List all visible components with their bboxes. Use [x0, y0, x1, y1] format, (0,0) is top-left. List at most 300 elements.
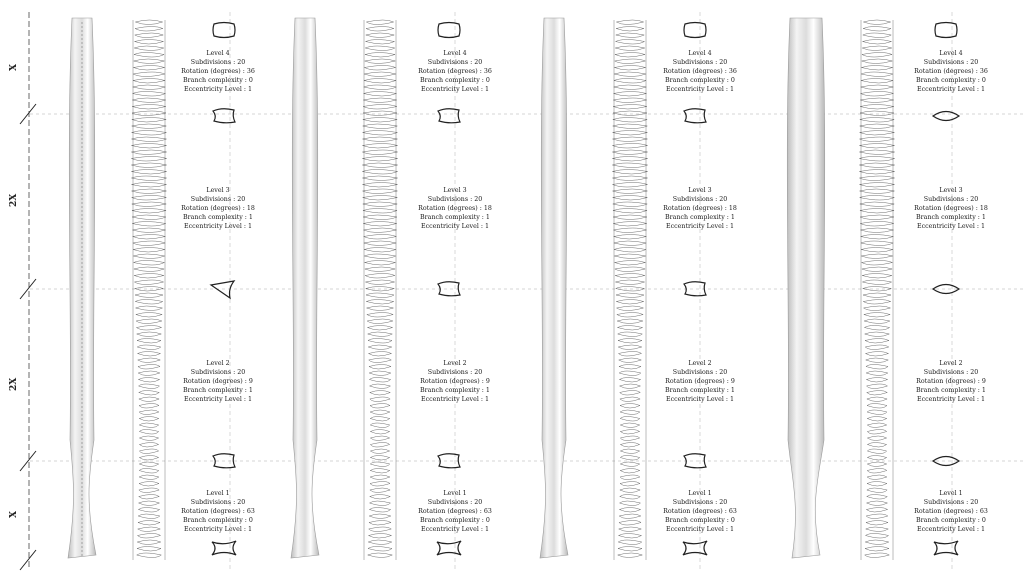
mesh-ring: [369, 527, 391, 532]
mesh-ring: [615, 59, 646, 64]
mesh-ring: [860, 202, 894, 207]
mesh-ring: [362, 157, 397, 162]
mesh-ring: [138, 521, 160, 526]
mesh-ring: [370, 404, 390, 409]
mesh-ring: [370, 501, 391, 506]
mesh-ring: [867, 456, 886, 461]
mesh-ring: [620, 456, 639, 461]
mesh-ring: [613, 215, 647, 220]
mesh-ring: [366, 40, 395, 45]
mesh-ring: [368, 332, 393, 337]
four-point-star-profile-icon: [212, 541, 236, 555]
mesh-ring: [133, 92, 166, 97]
mesh-ring: [612, 176, 647, 181]
mesh-ring: [365, 46, 394, 51]
mesh-ring: [860, 118, 894, 123]
mesh-ring: [133, 79, 165, 84]
twisted-column-surface: [540, 18, 568, 558]
mesh-ring: [133, 248, 165, 253]
mesh-ring: [620, 410, 640, 415]
wireframe-mesh: [859, 20, 894, 560]
mesh-ring: [616, 40, 645, 45]
mesh-ring: [613, 124, 648, 129]
five-point-star-profile-icon: [437, 541, 461, 555]
mesh-ring: [363, 105, 397, 110]
mesh-ring: [131, 163, 166, 168]
mesh-ring: [370, 430, 389, 435]
mesh-ring: [139, 469, 159, 474]
mesh-ring: [860, 124, 895, 129]
mesh-ring: [137, 345, 160, 350]
mesh-ring: [860, 209, 894, 214]
mesh-ring: [132, 209, 166, 214]
rounded-square-profile-icon: [684, 23, 706, 38]
mesh-ring: [135, 20, 162, 25]
mesh-ring: [362, 176, 397, 181]
mesh-ring: [367, 313, 393, 318]
mesh-ring: [861, 248, 893, 253]
blob-profile-icon: [683, 541, 707, 555]
mesh-ring: [859, 150, 894, 155]
mesh-ring: [614, 79, 646, 84]
mesh-ring: [862, 261, 893, 266]
level-title: Level 4: [939, 50, 963, 57]
mesh-ring: [614, 72, 646, 77]
mesh-ring: [618, 339, 642, 344]
mesh-ring: [859, 157, 894, 162]
level-title: Level 2: [206, 360, 230, 367]
level-info-c3-l2: Level 2 Subdivisions : 20 Rotation (degrees) : 9 Branch complexity : 1 Eccentricity Level : 1: [645, 359, 755, 404]
mesh-ring: [132, 202, 166, 207]
level-info-c4-l2: Level 2 Subdivisions : 20 Rotation (degrees) : 9 Branch complexity : 1 Eccentricity Level : 1: [896, 359, 1006, 404]
mesh-ring: [365, 280, 394, 285]
pentagon-profile-icon: [438, 109, 460, 123]
mesh-ring: [138, 534, 161, 539]
mesh-ring: [861, 72, 893, 77]
mesh-ring: [139, 495, 160, 500]
mesh-ring: [867, 417, 887, 422]
mesh-ring: [368, 547, 392, 552]
mesh-ring: [614, 92, 647, 97]
mesh-ring: [613, 189, 648, 194]
mesh-ring: [139, 456, 158, 461]
mesh-ring: [619, 508, 640, 513]
mesh-ring: [865, 540, 888, 545]
mesh-ring: [614, 241, 646, 246]
mesh-ring: [867, 501, 888, 506]
mesh-ring: [867, 495, 888, 500]
mesh-ring: [863, 27, 891, 32]
mesh-ring: [364, 66, 395, 71]
mesh-ring: [363, 202, 397, 207]
mesh-ring: [138, 365, 160, 370]
mesh-ring: [365, 267, 395, 272]
mesh-ring: [365, 59, 396, 64]
mesh-ring: [612, 144, 647, 149]
mesh-ring: [865, 553, 890, 558]
triangle-profile-icon: [211, 281, 234, 298]
mesh-ring: [867, 488, 887, 493]
mesh-ring: [613, 228, 646, 233]
level-title: Level 1: [688, 490, 712, 497]
level-info-c4-l3: Level 3 Subdivisions : 20 Rotation (degrees) : 18 Branch complexity : 1 Eccentricity Level : 1: [896, 186, 1006, 231]
mesh-ring: [614, 66, 645, 71]
mesh-ring: [133, 66, 164, 71]
mesh-ring: [862, 59, 893, 64]
mesh-ring: [865, 345, 888, 350]
mesh-ring: [363, 196, 398, 201]
mesh-ring: [134, 261, 165, 266]
mesh-ring: [861, 241, 893, 246]
mesh-ring: [134, 46, 163, 51]
mesh-ring: [138, 508, 159, 513]
mesh-ring: [369, 521, 391, 526]
mesh-ring: [613, 137, 648, 142]
dimension-tick-mark: [20, 279, 36, 299]
mesh-ring: [620, 391, 641, 396]
mesh-ring: [139, 423, 158, 428]
mesh-ring: [370, 469, 390, 474]
mesh-ring: [134, 59, 165, 64]
mesh-ring: [368, 345, 391, 350]
mesh-ring: [132, 111, 166, 116]
mesh-ring: [614, 235, 647, 240]
level-title: Level 4: [688, 50, 712, 57]
mesh-ring: [616, 27, 644, 32]
mesh-ring: [362, 170, 397, 175]
mesh-ring: [139, 384, 160, 389]
mesh-ring: [860, 215, 894, 220]
mesh-ring: [616, 20, 643, 25]
mesh-ring: [865, 332, 890, 337]
mesh-ring: [132, 105, 166, 110]
mesh-ring: [866, 527, 888, 532]
mesh-ring: [363, 189, 398, 194]
mesh-ring: [615, 274, 645, 279]
mesh-ring: [135, 27, 163, 32]
mesh-ring: [867, 469, 887, 474]
mesh-ring: [134, 53, 164, 58]
mesh-ring: [370, 482, 390, 487]
mesh-ring: [367, 319, 393, 324]
level-info-c4-l1: Level 1 Subdivisions : 20 Rotation (degrees) : 63 Branch complexity : 0 Eccentricity Level : 1: [896, 489, 1006, 534]
mesh-ring: [619, 527, 641, 532]
level-title: Level 1: [939, 490, 963, 497]
level-title: Level 3: [443, 187, 467, 194]
mesh-ring: [867, 410, 887, 415]
mesh-ring: [363, 124, 398, 129]
mesh-ring: [620, 475, 640, 480]
level-info-c2-l1: Level 1 Subdivisions : 20 Rotation (degrees) : 63 Branch complexity : 0 Eccentricity Level : 1: [400, 489, 510, 534]
mesh-ring: [368, 339, 392, 344]
dimension-tick-mark: [20, 104, 36, 124]
mesh-ring: [862, 274, 892, 279]
mesh-ring: [366, 27, 394, 32]
level-title: Level 2: [443, 360, 467, 367]
mesh-ring: [370, 410, 390, 415]
mesh-ring: [139, 501, 160, 506]
mesh-ring: [618, 345, 641, 350]
twisted-column-surface: [787, 18, 824, 558]
dimension-label-top-x: X: [9, 64, 19, 71]
mesh-ring: [867, 404, 887, 409]
mesh-ring: [370, 397, 390, 402]
mesh-ring: [364, 92, 397, 97]
mesh-ring: [620, 417, 640, 422]
mesh-ring: [363, 111, 397, 116]
mesh-ring: [139, 482, 159, 487]
mesh-ring: [861, 85, 894, 90]
mesh-ring: [369, 508, 390, 513]
mesh-ring: [139, 443, 158, 448]
mesh-ring: [864, 306, 891, 311]
mesh-ring: [136, 306, 163, 311]
mesh-ring: [860, 111, 894, 116]
mesh-ring: [861, 235, 894, 240]
mesh-ring: [614, 248, 646, 253]
mesh-ring: [862, 280, 891, 285]
mesh-ring: [134, 280, 163, 285]
mesh-ring: [363, 131, 398, 136]
mesh-ring: [863, 20, 890, 25]
mesh-ring: [619, 371, 641, 376]
mesh-ring: [615, 261, 646, 266]
dimension-tick-mark: [20, 451, 36, 471]
mesh-ring: [139, 462, 158, 467]
mesh-ring: [139, 410, 159, 415]
mesh-ring: [615, 53, 645, 58]
mesh-ring: [620, 443, 639, 448]
pentagon-profile-icon: [213, 109, 235, 123]
mesh-ring: [132, 137, 167, 142]
mesh-ring: [613, 183, 648, 188]
mesh-ring: [365, 261, 396, 266]
level-title: Level 3: [206, 187, 230, 194]
mesh-ring: [612, 163, 647, 168]
mesh-ring: [620, 462, 639, 467]
mesh-ring: [862, 46, 891, 51]
mesh-ring: [363, 209, 397, 214]
mesh-ring: [131, 170, 166, 175]
mesh-ring: [617, 306, 644, 311]
mesh-ring: [613, 118, 647, 123]
mesh-ring: [132, 228, 165, 233]
mesh-ring: [862, 53, 892, 58]
rounded-square-profile-icon: [935, 23, 957, 38]
level-info-c2-l4: Level 4 Subdivisions : 20 Rotation (degrees) : 36 Branch complexity : 0 Eccentricity Level : 1: [400, 49, 510, 94]
mesh-ring: [867, 462, 886, 467]
mesh-ring: [620, 495, 641, 500]
mesh-ring: [863, 40, 892, 45]
level-title: Level 1: [206, 490, 230, 497]
mesh-ring: [864, 326, 889, 331]
mesh-ring: [619, 521, 641, 526]
mesh-ring: [363, 222, 396, 227]
mesh-ring: [370, 384, 391, 389]
mesh-ring: [619, 352, 642, 357]
level-info-c2-l3: Level 3 Subdivisions : 20 Rotation (degrees) : 18 Branch complexity : 1 Eccentricity Level : 1: [400, 186, 510, 231]
mesh-ring: [619, 534, 642, 539]
mesh-ring: [867, 443, 886, 448]
mesh-ring: [364, 72, 396, 77]
level-info-c1-l3: Level 3 Subdivisions : 20 Rotation (degrees) : 18 Branch complexity : 1 Eccentricity Level : 1: [163, 186, 273, 231]
mesh-ring: [133, 254, 164, 259]
mesh-ring: [132, 183, 167, 188]
mesh-ring: [612, 170, 647, 175]
mesh-ring: [860, 228, 893, 233]
mesh-ring: [364, 241, 396, 246]
mesh-ring: [859, 176, 894, 181]
wireframe-mesh: [612, 20, 647, 560]
mesh-ring: [370, 495, 391, 500]
mesh-ring: [616, 33, 644, 38]
level-title: Level 3: [939, 187, 963, 194]
mesh-ring: [860, 98, 893, 103]
mesh-ring: [613, 196, 648, 201]
mesh-ring: [619, 514, 641, 519]
mesh-ring: [619, 378, 640, 383]
mesh-ring: [613, 222, 646, 227]
mesh-ring: [363, 228, 396, 233]
mesh-ring: [617, 326, 642, 331]
mesh-ring: [614, 85, 647, 90]
mesh-ring: [138, 352, 161, 357]
mesh-ring: [137, 553, 162, 558]
mesh-ring: [136, 326, 161, 331]
mesh-ring: [620, 501, 641, 506]
rounded-square-profile-icon: [213, 23, 235, 38]
level-title: Level 4: [206, 50, 230, 57]
mesh-ring: [613, 105, 647, 110]
mesh-ring: [132, 196, 167, 201]
mesh-ring: [860, 222, 893, 227]
level-info-c1-l2: Level 2 Subdivisions : 20 Rotation (degrees) : 9 Branch complexity : 1 Eccentricity Level : 1: [163, 359, 273, 404]
mesh-ring: [866, 534, 889, 539]
level-title: Level 4: [443, 50, 467, 57]
mesh-ring: [369, 514, 391, 519]
mesh-ring: [860, 137, 895, 142]
mesh-ring: [362, 163, 397, 168]
mesh-ring: [861, 66, 892, 71]
mesh-ring: [867, 430, 886, 435]
mesh-ring: [861, 254, 892, 259]
mesh-ring: [614, 254, 645, 259]
mesh-ring: [369, 378, 390, 383]
mesh-ring: [137, 339, 161, 344]
level-title: Level 3: [688, 187, 712, 194]
mesh-ring: [860, 183, 895, 188]
mesh-ring: [370, 462, 389, 467]
mesh-ring: [367, 326, 392, 331]
mesh-ring: [620, 469, 640, 474]
mesh-ring: [867, 449, 886, 454]
mesh-ring: [370, 475, 390, 480]
rounded-square-profile-icon: [438, 23, 460, 38]
mesh-ring: [867, 397, 887, 402]
mesh-ring: [370, 449, 389, 454]
mesh-ring: [618, 547, 642, 552]
mesh-ring: [133, 85, 166, 90]
twisted-column-surface: [291, 18, 319, 558]
mesh-ring: [135, 40, 164, 45]
mesh-ring: [615, 46, 644, 51]
mesh-ring: [859, 163, 894, 168]
mesh-ring: [867, 384, 888, 389]
mesh-ring: [619, 365, 641, 370]
mesh-ring: [866, 521, 888, 526]
mesh-ring: [138, 378, 159, 383]
mesh-ring: [364, 235, 397, 240]
mesh-ring: [620, 404, 640, 409]
mesh-ring: [366, 33, 394, 38]
mesh-ring: [866, 371, 888, 376]
level-title: Level 2: [939, 360, 963, 367]
mesh-ring: [370, 417, 390, 422]
mesh-ring: [137, 332, 162, 337]
mesh-ring: [613, 209, 647, 214]
mesh-ring: [613, 131, 648, 136]
mesh-ring: [365, 274, 395, 279]
mesh-ring: [134, 274, 164, 279]
mesh-ring: [364, 248, 396, 253]
mesh-ring: [363, 118, 397, 123]
mesh-ring: [138, 371, 160, 376]
mesh-ring: [860, 189, 895, 194]
mesh-ring: [620, 436, 639, 441]
mesh-ring: [615, 267, 645, 272]
mesh-ring: [865, 339, 889, 344]
mesh-ring: [132, 222, 165, 227]
mesh-ring: [618, 540, 641, 545]
mesh-ring: [366, 300, 393, 305]
mesh-ring: [132, 124, 167, 129]
mesh-ring: [613, 98, 646, 103]
mesh-ring: [136, 319, 162, 324]
mesh-ring: [861, 92, 894, 97]
mesh-ring: [131, 144, 166, 149]
lens-profile-icon: [933, 112, 959, 121]
mesh-ring: [866, 358, 889, 363]
mesh-ring: [866, 378, 887, 383]
mesh-ring: [132, 215, 166, 220]
mesh-ring: [362, 144, 397, 149]
level-info-c4-l4: Level 4 Subdivisions : 20 Rotation (degrees) : 36 Branch complexity : 0 Eccentricity Level : 1: [896, 49, 1006, 94]
mesh-ring: [139, 488, 159, 493]
mesh-ring: [363, 183, 398, 188]
level-info-c1-l1: Level 1 Subdivisions : 20 Rotation (degrees) : 63 Branch complexity : 0 Eccentricity Level : 1: [163, 489, 273, 534]
wireframe-mesh: [362, 20, 397, 560]
mesh-ring: [615, 280, 644, 285]
dimension-label-bottom-x: X: [9, 511, 19, 518]
mesh-ring: [139, 417, 159, 422]
mesh-ring: [613, 202, 647, 207]
mesh-ring: [863, 293, 891, 298]
mesh-ring: [369, 352, 392, 357]
mesh-ring: [613, 111, 647, 116]
mesh-ring: [136, 313, 162, 318]
mesh-ring: [139, 404, 159, 409]
mesh-ring: [368, 540, 391, 545]
mesh-ring: [369, 371, 391, 376]
mesh-ring: [616, 300, 643, 305]
mesh-ring: [370, 436, 389, 441]
mesh-ring: [860, 105, 894, 110]
mesh-ring: [363, 137, 398, 142]
mesh-ring: [134, 267, 164, 272]
mesh-ring: [364, 79, 396, 84]
dimension-tick-mark: [20, 550, 36, 570]
mesh-ring: [867, 391, 888, 396]
